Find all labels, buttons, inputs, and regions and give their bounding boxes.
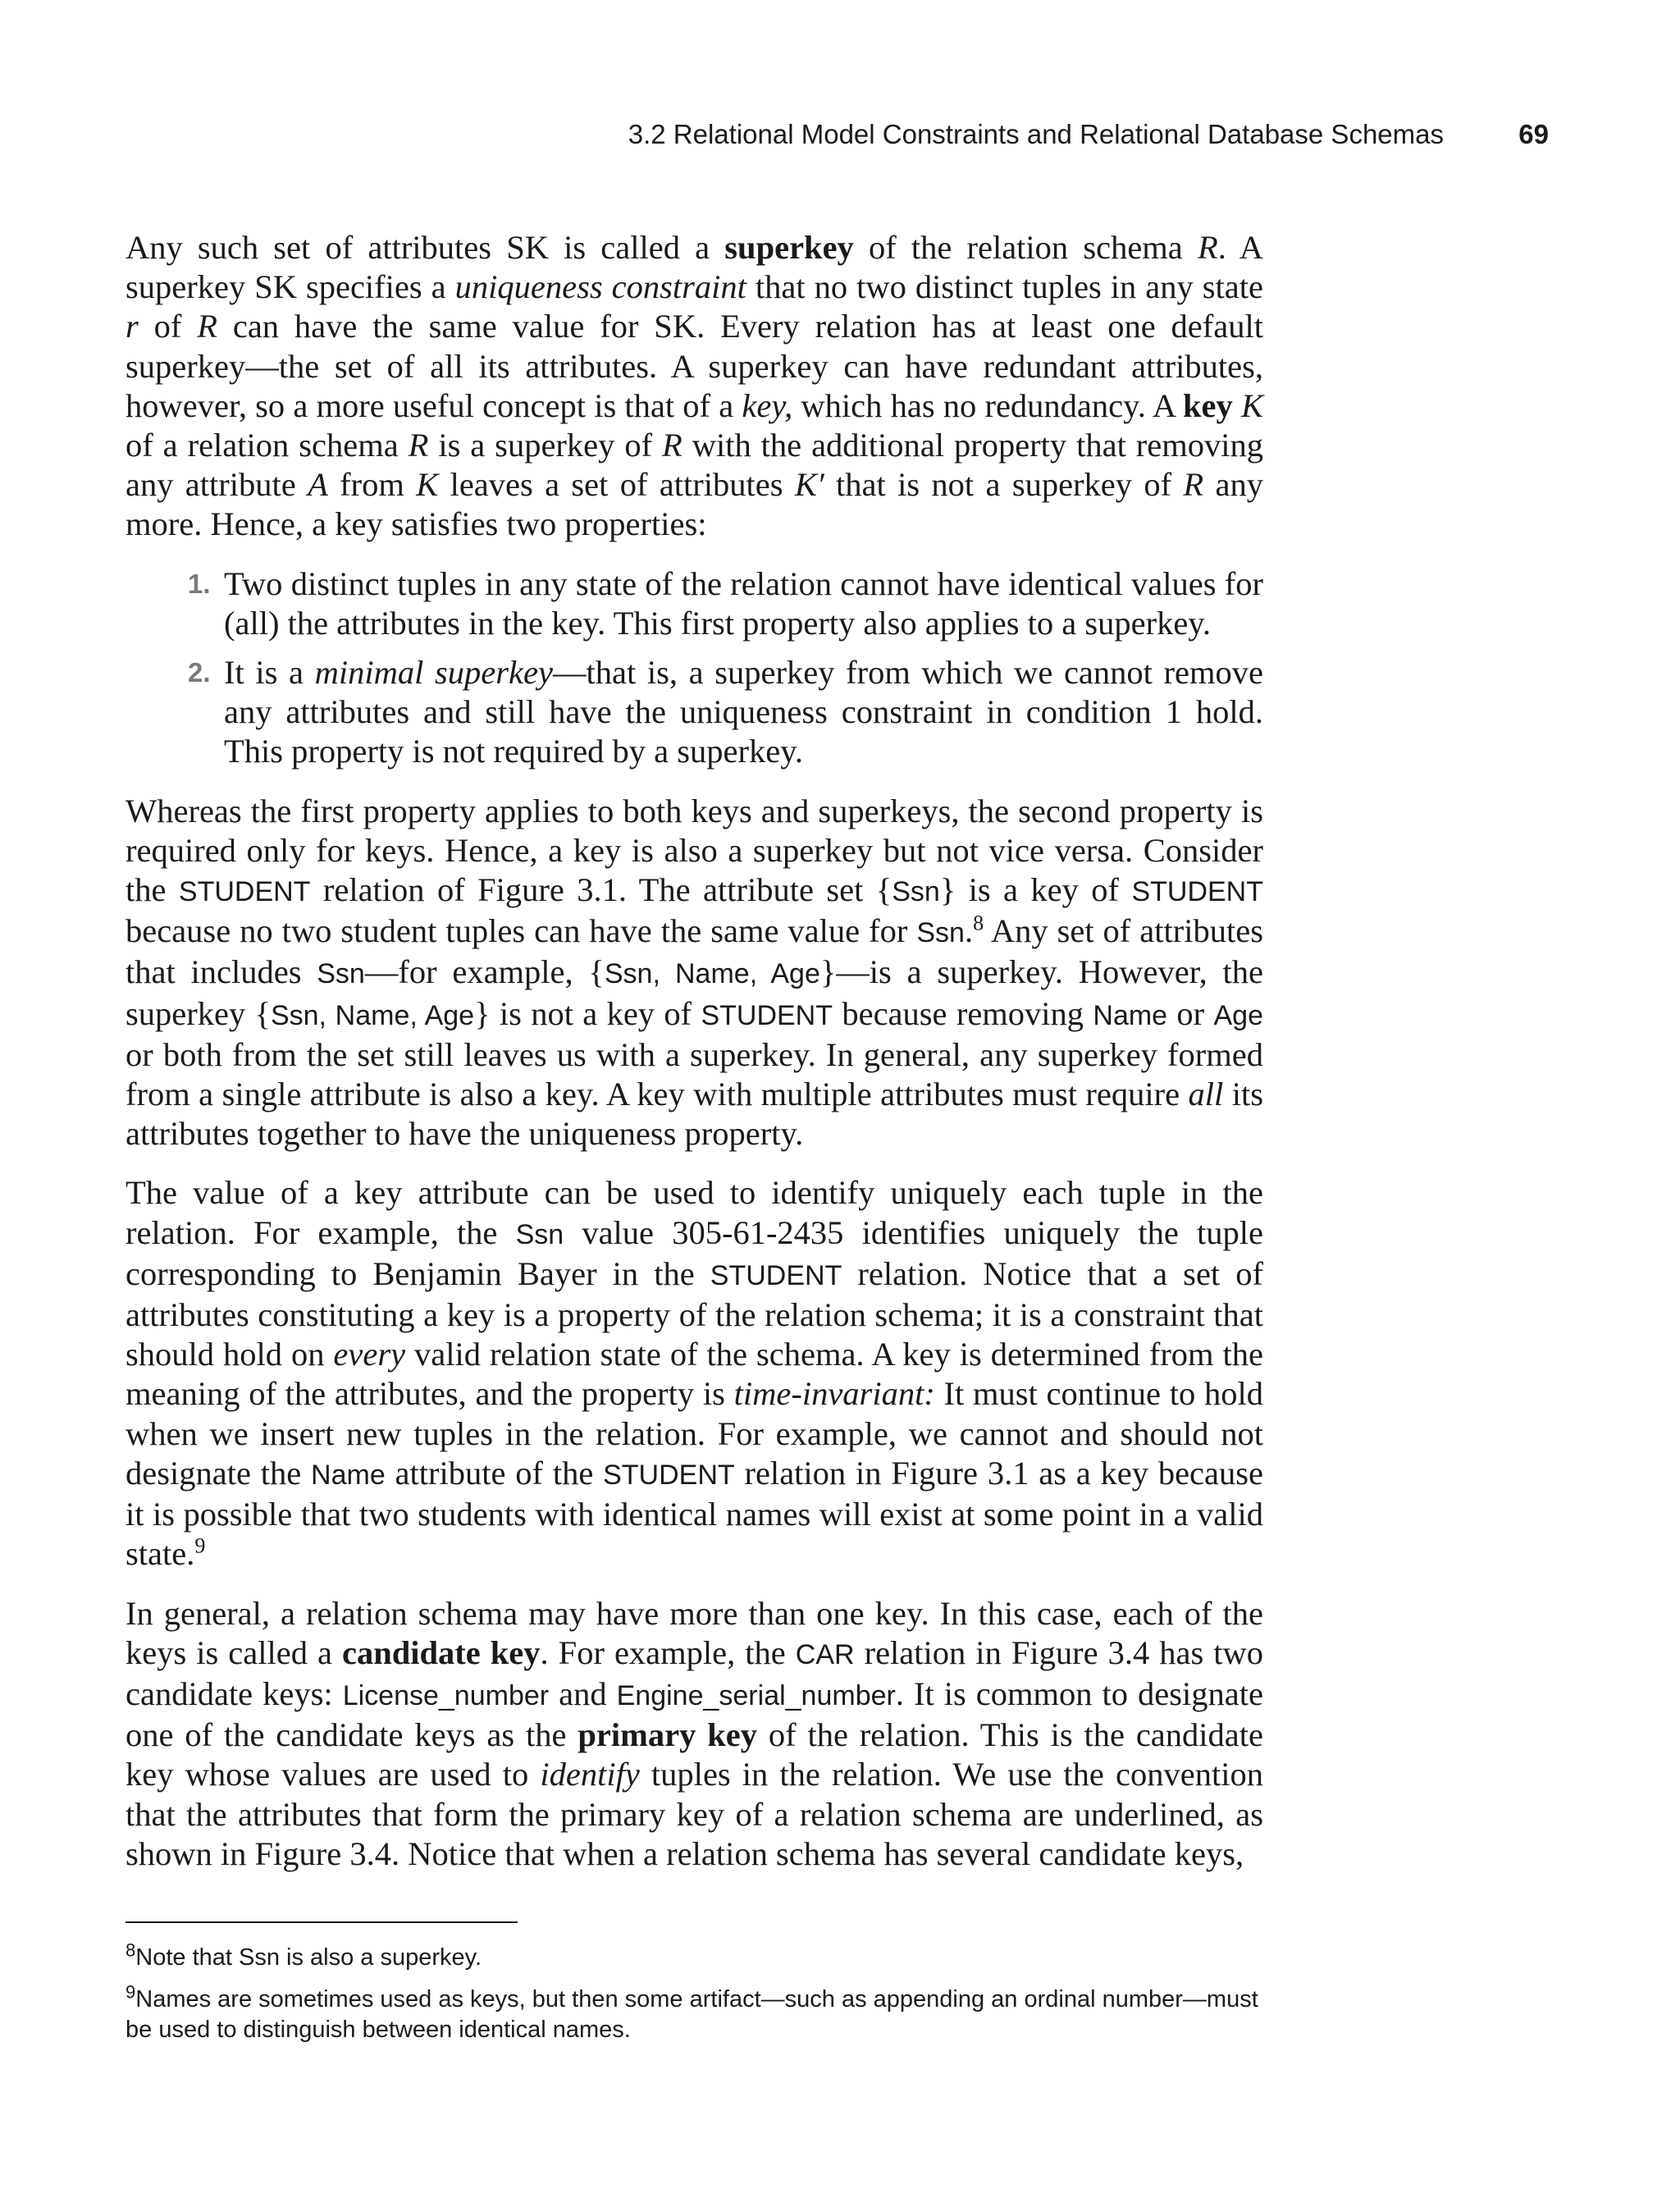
text-run: of xyxy=(138,308,198,345)
code-term: Ssn xyxy=(515,1218,564,1250)
running-title: 3.2 Relational Model Constraints and Relational Database Schemas xyxy=(628,119,1444,149)
math-var: K xyxy=(416,466,439,504)
footnote-text: Names are sometimes used as keys, but then some artifact—such as appending an ordinal number—must be used to distinguish between identical names. xyxy=(126,1986,1258,2043)
math-var: A xyxy=(308,466,328,504)
code-term: STUDENT xyxy=(710,1259,842,1291)
text-run: or both from the set still leaves us with a superkey. In general, any superkey formed from a single attribute is also a key. A key with multiple attributes must require xyxy=(126,1035,1263,1113)
text-run: relation in Figure 3.1 as a key because it is possible that two students with identical names will exist at some point in a valid state. xyxy=(126,1454,1263,1573)
term-primary-key: primary key xyxy=(578,1716,757,1754)
term-key: key xyxy=(1183,386,1233,424)
code-term: STUDENT xyxy=(1131,876,1264,908)
footnote-8 xyxy=(126,1939,1263,1973)
text-run: relation. Notice that a set of attributes constituting a key is a property of the relation schema; it is a constraint that should hold on xyxy=(126,1254,1263,1373)
footnote-divider xyxy=(126,1921,518,1923)
text-run: . It is common to designate one of the candidate keys as the xyxy=(126,1674,1264,1754)
text-run: any more. Hence, a key satisfies two properties: xyxy=(126,466,1263,543)
text-run: . For example, the xyxy=(540,1633,796,1671)
text-run: of a relation schema xyxy=(126,427,409,464)
footnote-ref[interactable]: 9 xyxy=(194,1533,206,1558)
text-run: } is not a key of xyxy=(474,994,701,1032)
code-term: License_number xyxy=(342,1679,550,1711)
math-var: R xyxy=(408,427,429,464)
text-run: It is a xyxy=(224,654,315,692)
paragraph-student-example xyxy=(126,792,1263,1154)
math-var: R xyxy=(662,427,682,464)
text-run: } is a key of xyxy=(939,871,1132,909)
code-term: STUDENT xyxy=(603,1459,735,1491)
text-run: is a superkey of xyxy=(428,427,663,464)
text-run: which has no redundancy. A xyxy=(792,386,1184,424)
text-run: Any set of attributes that includes xyxy=(126,912,1264,991)
math-var: R xyxy=(1183,466,1204,504)
code-term: Name xyxy=(311,1459,386,1491)
code-term: Ssn xyxy=(916,917,965,949)
code-term: CAR xyxy=(795,1638,855,1670)
code-term: Age xyxy=(1213,999,1263,1031)
emphasis: uniqueness constraint xyxy=(454,268,746,306)
list-item-text: Two distinct tuples in any state of the relation cannot have identical values for (all) the attributes in the key. This first property also applies to a superkey. xyxy=(224,564,1263,642)
text-run: —for example, { xyxy=(364,953,605,991)
paragraph-superkey-definition xyxy=(126,228,1263,545)
paragraph-candidate-key xyxy=(126,1594,1263,1874)
text-run: because no two student tuples can have the same value for xyxy=(126,912,917,950)
footnotes xyxy=(126,1939,1263,2057)
text-run: because removing xyxy=(833,994,1093,1032)
emphasis: time-invariant: xyxy=(733,1375,935,1413)
emphasis: key, xyxy=(742,386,793,424)
code-term: Ssn, Name, Age xyxy=(604,958,820,990)
math-var: K xyxy=(1240,386,1263,424)
term-candidate-key: candidate key xyxy=(341,1633,541,1671)
code-term: STUDENT xyxy=(178,876,311,908)
text-run: —that is, a superkey from which we cannot remove any attributes and still have the uniqueness constraint in condition 1 hold. This property is not required by a superkey. xyxy=(224,654,1263,770)
text-run: with the additional property that removing any attribute xyxy=(126,427,1263,504)
text-run: In general, a relation schema may have more than one key. In this case, each of the keys is called a xyxy=(126,1594,1263,1671)
text-run: . A superkey SK specifies a xyxy=(126,229,1263,306)
math-var: r xyxy=(126,308,139,345)
footnote-number: 8 xyxy=(126,1939,136,1961)
text-run: and xyxy=(549,1674,617,1712)
text-run: . xyxy=(964,912,974,950)
emphasis: every xyxy=(333,1336,406,1373)
text-run: its attributes together to have the uniqueness property. xyxy=(126,1076,1263,1153)
footnote-ref[interactable]: 8 xyxy=(973,911,984,935)
text-run: It must continue to hold when we insert new tuples in the relation. For example, we cannot and should not designate the xyxy=(126,1375,1263,1492)
text-run: Whereas the first property applies to both keys and superkeys, the second property is required only for keys. Hence, a key is also a superkey but not vice versa. Consider the xyxy=(126,792,1263,909)
text-run xyxy=(1233,387,1241,424)
footnote-number: 9 xyxy=(126,1981,136,2003)
text-run: relation of Figure 3.1. The attribute set { xyxy=(310,871,892,909)
text-run: from xyxy=(327,466,417,504)
text-run: that is not a superkey of xyxy=(824,466,1184,504)
emphasis: all xyxy=(1188,1076,1224,1113)
list-item xyxy=(188,564,1263,643)
text-run: relation in Figure 3.4 has two candidate keys: xyxy=(126,1633,1263,1712)
text-run: value 305-61-2435 identifies uniquely the tuple corresponding to Benjamin Bayer in the xyxy=(126,1213,1264,1292)
footnote-9 xyxy=(126,1981,1263,2045)
text-run: can have the same value for SK. Every relation has at least one default superkey—the set of all its attributes. A superkey can have redundant attributes, however, so a more useful concept is that of a xyxy=(126,308,1263,424)
footnote-text: Note that Ssn is also a superkey. xyxy=(135,1944,482,1971)
math-var: K′ xyxy=(794,466,824,504)
text-run: attribute of the xyxy=(385,1454,604,1492)
text-run: valid relation state of the schema. A key is determined from the meaning of the attributes, and the property is xyxy=(126,1336,1263,1413)
text-run: The value of a key attribute can be used to identify uniquely each tuple in the relation. For example, the xyxy=(126,1174,1263,1251)
text-run: Any such set of attributes SK is called a xyxy=(126,229,725,266)
code-term: Name xyxy=(1093,999,1168,1031)
text-run: leaves a set of attributes xyxy=(438,466,795,504)
body-text xyxy=(126,228,1263,1894)
math-var: R xyxy=(197,308,217,345)
text-run: that no two distinct tuples in any state xyxy=(746,268,1263,306)
paragraph-key-attribute xyxy=(126,1173,1263,1574)
code-term: STUDENT xyxy=(701,999,833,1031)
code-term: Ssn xyxy=(892,876,940,908)
text-run: of the relation. This is the candidate key whose values are used to xyxy=(126,1716,1263,1793)
emphasis: identify xyxy=(540,1756,640,1793)
code-term: Ssn xyxy=(317,958,365,990)
code-term: Engine_serial_number xyxy=(616,1679,896,1711)
list-number: 2. xyxy=(188,657,211,688)
math-var: R xyxy=(1197,229,1218,266)
text-run: or xyxy=(1167,994,1214,1032)
text-run: }—is a superkey. However, the superkey { xyxy=(126,953,1263,1032)
term-superkey: superkey xyxy=(724,229,854,266)
text-run: of the relation schema xyxy=(853,229,1198,266)
list-item xyxy=(188,653,1263,772)
emphasis: minimal superkey xyxy=(314,654,553,692)
code-term: Ssn, Name, Age xyxy=(270,999,475,1031)
text-run: tuples in the relation. We use the convention that the attributes that form the primary key of a relation schema are underlined, as shown in Figure 3.4. Notice that when a relation schema has several candidate keys, xyxy=(126,1756,1263,1872)
key-properties-list xyxy=(126,564,1263,772)
page-number: 69 xyxy=(1518,119,1549,149)
list-number: 1. xyxy=(188,568,211,599)
